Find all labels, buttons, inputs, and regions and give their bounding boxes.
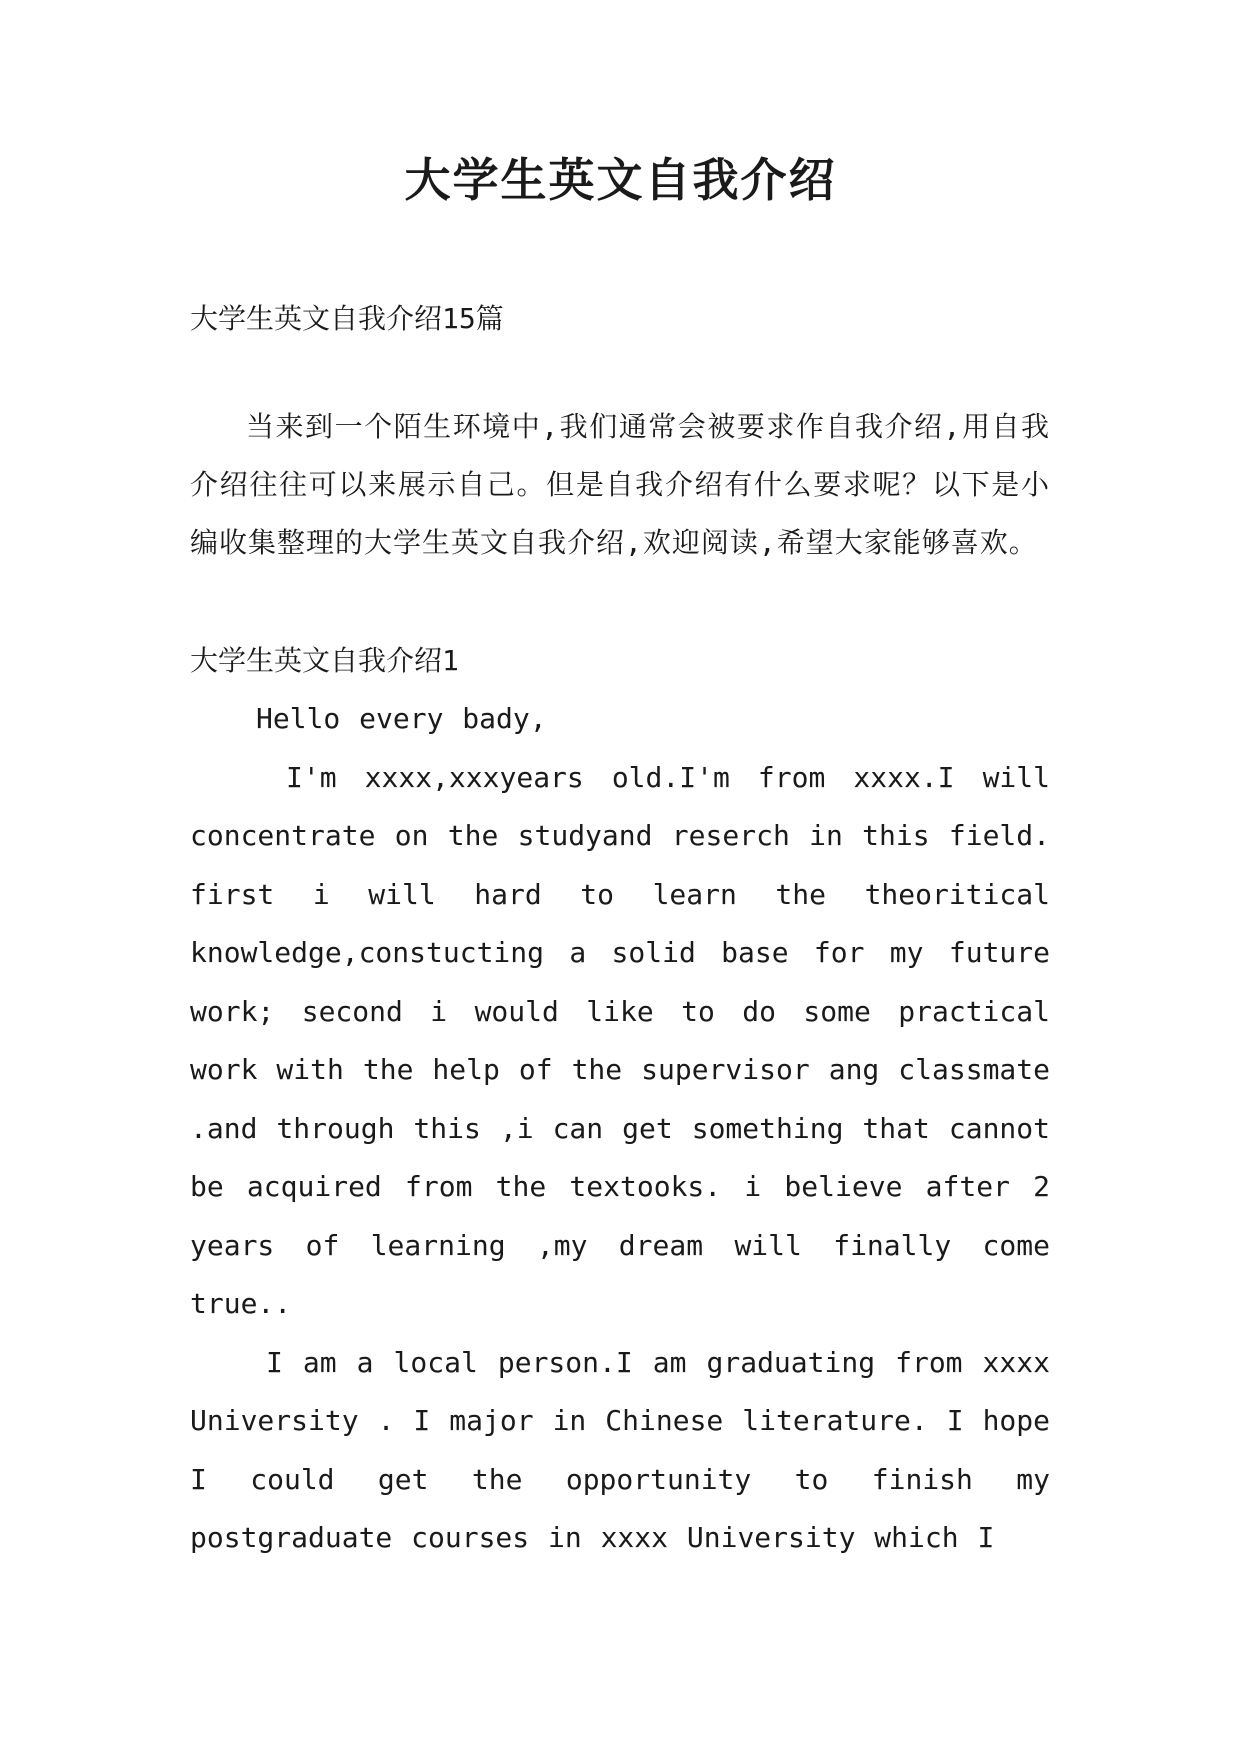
document-body — [190, 290, 1050, 1568]
english-paragraph-2: I am a local person.I am graduating from xxxx University . I major in Chinese literature. I hope I could get the opportunity to finish my postgraduate courses in xxxx University which I — [190, 1345, 1050, 1554]
document-subtitle: 大学生英文自我介绍15篇 — [190, 302, 504, 335]
section-heading: 大学生英文自我介绍1 — [190, 644, 459, 677]
intro-paragraph: 当来到一个陌生环境中,我们通常会被要求作自我介绍,用自我介绍往往可以来展示自己。但是自我介绍有什么要求呢？以下是小编收集整理的大学生英文自我介绍,欢迎阅读,希望大家能够喜欢。 — [190, 410, 1050, 559]
english-paragraph-1: I'm xxxx,xxxyears old.I'm from xxxx.I will concentrate on the studyand reserch in this field. first i will hard to learn the theoritical knowledge,constucting a solid base for my future work; second i would like to do some practical work with the help of the supervisor ang classmate .and through this ,i can get something that cannot be acquired from the textooks. i believe after 2 years of learning ,my dream will finally come true.. — [190, 760, 1050, 1320]
greeting-line: Hello every bady, — [256, 702, 547, 735]
document-title: 大学生英文自我介绍 — [404, 153, 837, 207]
